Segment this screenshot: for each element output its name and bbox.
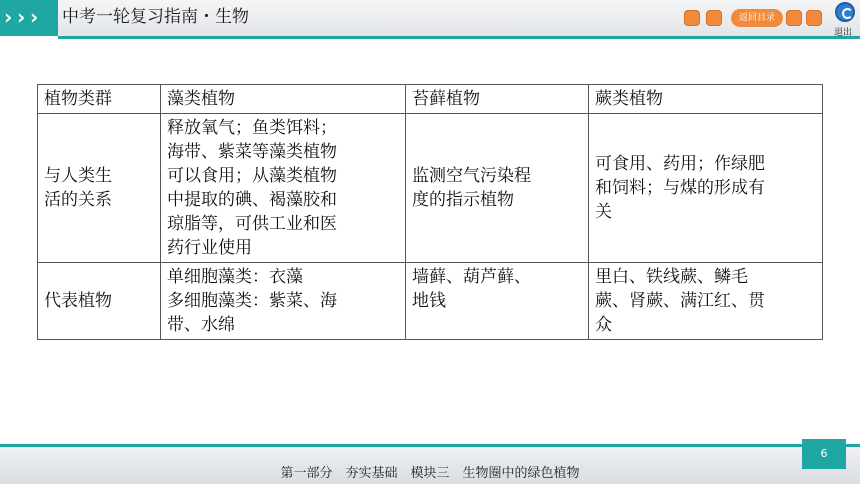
- prev-page-button[interactable]: [706, 10, 722, 26]
- table-row: [38, 263, 823, 340]
- table-cell: 与人类生 活的关系: [38, 114, 161, 263]
- header-divider: [58, 36, 860, 39]
- table-cell: 墙藓、葫芦藓、 地钱: [406, 263, 589, 340]
- table-cell: 单细胞藻类：衣藻 多细胞藻类：紫菜、海 带、水绵: [161, 263, 406, 340]
- plant-table: [37, 84, 823, 340]
- table-header-cell: 蕨类植物: [589, 85, 823, 114]
- page-title: 中考一轮复习指南・生物: [62, 7, 249, 27]
- table-cell: 里白、铁线蕨、鳞毛 蕨、肾蕨、满江红、贯 众: [589, 263, 823, 340]
- chevron-logo-icon: › › ›: [0, 0, 58, 36]
- exit-label[interactable]: 退出: [834, 28, 853, 38]
- page-number: 6: [802, 439, 846, 469]
- table-header-cell: 植物类群: [38, 85, 161, 114]
- footer-text: 第一部分 夯实基础 模块三 生物圈中的绿色植物: [280, 466, 580, 481]
- table-cell: 可食用、药用；作绿肥 和饲料；与煤的形成有 关: [589, 114, 823, 263]
- next-page-button[interactable]: [786, 10, 802, 26]
- table-header-cell: 藻类植物: [161, 85, 406, 114]
- exit-icon[interactable]: [835, 2, 855, 22]
- return-menu-button[interactable]: 返回目录: [731, 9, 783, 27]
- first-page-button[interactable]: [684, 10, 700, 26]
- table-cell: 代表植物: [38, 263, 161, 340]
- table-row: [38, 114, 823, 263]
- last-page-button[interactable]: [806, 10, 822, 26]
- table-header-cell: 苔藓植物: [406, 85, 589, 114]
- table-header-row: [38, 85, 823, 114]
- table-cell: 监测空气污染程 度的指示植物: [406, 114, 589, 263]
- table-cell: 释放氧气；鱼类饵料； 海带、紫菜等藻类植物 可以食用；从藻类植物 中提取的碘、褐藻胶和 琼脂等，可供工业和医 药行业使用: [161, 114, 406, 263]
